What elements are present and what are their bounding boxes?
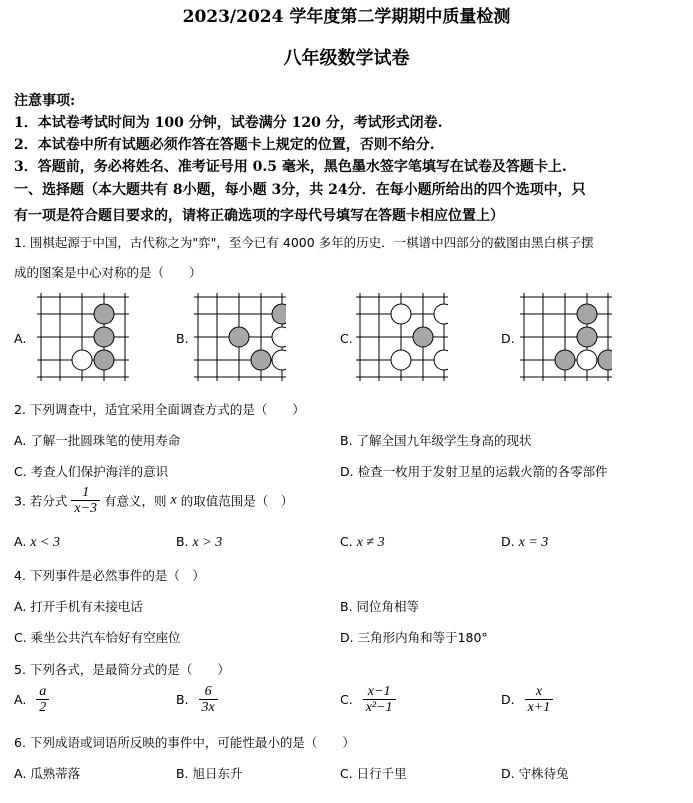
q1-option-d-label: D. [501, 331, 515, 346]
q1-stem-line1: 1. 围棋起源于中国，古代称之为"弈"，至今已有 4000 多年的历史．一棋谱中四部分的截图由黑白棋子摆 [14, 235, 594, 250]
q3-option-d [501, 534, 548, 551]
q3-fraction-denominator: x−3 [71, 500, 100, 516]
white-stone [391, 304, 411, 324]
section-heading-line1: 一、选择题（本大题共有 8小题，每小题 3分，共 24分．在每小题所给出的四个选项中，只 [14, 182, 586, 198]
black-stone [577, 304, 597, 324]
q5-option-d [501, 684, 553, 715]
q1-stem-line2: 成的图案是中心对称的是（ ） [14, 265, 202, 280]
note-2: 2．本试卷中所有试题必须作答在答题卡上规定的位置，否则不给分. [14, 137, 435, 153]
q5-option-a-label: A. [14, 692, 27, 707]
black-stone [555, 350, 575, 370]
q1-option-a-label: A. [14, 331, 27, 346]
white-stone [434, 350, 448, 370]
q1-option-b-board [194, 293, 286, 381]
q3-option-c-expr: x ≠ 3 [356, 535, 385, 550]
white-stone [72, 350, 92, 370]
q2-option-b: B. 了解全国九年级学生身高的现状 [340, 433, 532, 448]
note-3: 3．答题前，务必将姓名、准考证号用 0.5 毫米，黑色墨水签字笔填写在试卷及答题卡上. [14, 159, 567, 175]
q3-option-c-label: C. [340, 534, 353, 549]
q5-option-d-denominator: x+1 [525, 699, 554, 715]
q3-option-c [340, 534, 385, 551]
black-stone [577, 327, 597, 347]
q3-option-d-expr: x = 3 [518, 535, 549, 550]
q1-option-b-label: B. [176, 331, 189, 346]
q1-option-c-board [356, 293, 448, 381]
q4-option-b: B. 同位角相等 [340, 599, 420, 614]
black-stone [94, 327, 114, 347]
white-stone [577, 350, 597, 370]
q5-stem: 5. 下列各式，是最简分式的是（ ） [14, 662, 230, 677]
q1-option-a-board [37, 293, 129, 381]
q5-option-b-label: B. [176, 692, 189, 707]
q4-option-d: D. 三角形内角和等于180° [340, 630, 488, 645]
q5-option-a-denominator: 2 [36, 699, 49, 715]
q3-mid: 有意义，则 [104, 493, 167, 509]
q3-fraction-numerator: 1 [82, 485, 90, 500]
black-stone [272, 304, 286, 324]
q3-option-a-label: A. [14, 534, 27, 549]
q5-option-a-fraction [36, 684, 49, 715]
exam-title: 2023/2024 学年度第二学期期中质量检测 [182, 7, 511, 27]
q5-option-c-numerator: x−1 [367, 684, 391, 699]
q3-fraction [71, 485, 100, 516]
q2-option-a: A. 了解一批圆珠笔的使用寿命 [14, 433, 181, 448]
q5-option-c-fraction [363, 684, 396, 715]
q3-stem [14, 485, 293, 516]
q2-option-c: C. 考查人们保护海洋的意识 [14, 464, 169, 479]
q5-option-d-fraction [525, 684, 554, 715]
q2-stem: 2. 下列调查中，适宜采用全面调查方式的是（ ） [14, 402, 305, 417]
white-stone [391, 350, 411, 370]
q5-option-c-denominator: x²−1 [363, 699, 396, 715]
q3-option-a [14, 534, 60, 551]
white-stone [434, 304, 448, 324]
q3-option-b-expr: x > 3 [192, 535, 223, 550]
white-stone [272, 350, 286, 370]
q3-option-a-expr: x < 3 [30, 535, 60, 550]
q5-option-c-label: C. [340, 692, 353, 707]
q5-option-b-fraction [199, 684, 218, 715]
black-stone [229, 327, 249, 347]
exam-subtitle: 八年级数学试卷 [283, 48, 410, 69]
notes-heading: 注意事项: [14, 93, 76, 109]
black-stone [413, 327, 433, 347]
q6-option-c: C. 日行千里 [340, 766, 407, 781]
q4-option-a: A. 打开手机有未接电话 [14, 599, 143, 614]
q1-option-c-label: C. [340, 331, 353, 346]
black-stone [94, 350, 114, 370]
note-1: 1．本试卷考试时间为 100 分钟，试卷满分 120 分，考试形式闭卷. [14, 115, 443, 131]
q5-option-b [176, 684, 218, 715]
q5-option-b-denominator: 3x [199, 699, 218, 715]
q5-option-d-numerator: x [535, 684, 543, 699]
white-stone [272, 327, 286, 347]
q5-option-a-numerator: a [39, 684, 47, 699]
q3-prefix: 3. 若分式 [14, 493, 68, 509]
q3-variable: x [170, 492, 177, 508]
section-heading-line2: 有一项是符合题目要求的，请将正确选项的字母代号填写在答题卡相应位置上） [14, 208, 504, 224]
q6-option-b: B. 旭日东升 [176, 766, 243, 781]
black-stone [94, 304, 114, 324]
q4-option-c: C. 乘坐公共汽车恰好有空座位 [14, 630, 181, 645]
q5-option-a [14, 684, 49, 715]
q3-option-b [176, 534, 222, 551]
q3-suffix: 的取值范围是（ ） [180, 493, 294, 509]
q5-option-b-numerator: 6 [204, 684, 212, 699]
q6-stem: 6. 下列成语或词语所反映的事件中，可能性最小的是（ ） [14, 735, 355, 750]
q3-option-b-label: B. [176, 534, 189, 549]
q3-option-d-label: D. [501, 534, 515, 549]
q2-option-d: D. 检查一枚用于发射卫星的运载火箭的各零部件 [340, 464, 608, 479]
q5-option-c [340, 684, 396, 715]
q6-option-a: A. 瓜熟蒂落 [14, 766, 81, 781]
black-stone [251, 350, 271, 370]
q1-option-d-board [520, 293, 612, 381]
black-stone [598, 350, 612, 370]
q5-option-d-label: D. [501, 692, 515, 707]
q4-stem: 4. 下列事件是必然事件的是（ ） [14, 568, 205, 583]
q6-option-d: D. 守株待兔 [501, 766, 569, 781]
